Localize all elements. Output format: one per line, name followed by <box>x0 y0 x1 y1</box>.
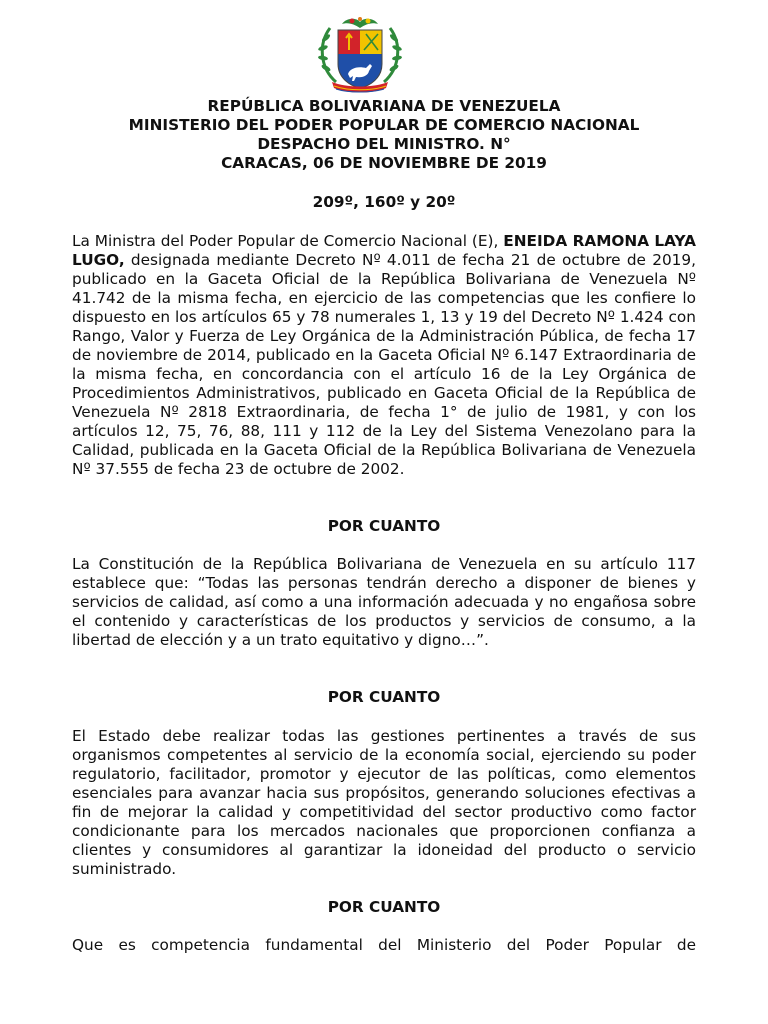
minister-name: ENEIDA RAMONA LAYA LUGO, <box>72 232 696 269</box>
intro-rest: designada mediante Decreto Nº 4.011 de fecha 21 de octubre de 2019, publicado en la Gaceta Oficial de la República Bolivariana de Venezuela Nº 41.742 de la misma fecha, en ejercicio de las competencias que les confiere lo dispuesto en los artículos 65 y 78 numerales 1, 13 y 19 del Decreto Nº 1.424 con Rango, Valor y Fuerza de Ley Orgánica de la Administración Pública, de fecha 17 de noviembre de 2014, publicado en la Gaceta Oficial Nº 6.147 Extraordinaria de la misma fecha, en concordancia con el artículo 16 de la Ley Orgánica de Procedimientos Administrativos, publicado en Gaceta Oficial de la República de Venezuela Nº 2818 Extraordinaria, de fecha 1° de julio de 1981, y con los artículos 12, 75, 76, 88, 111 y 112 de la Ley del Sistema Venezolano para la Calidad, publicada en la Gaceta Oficial de la República Bolivariana de Venezuela Nº 37.555 de fecha 23 de octubre de 2002. <box>72 251 696 478</box>
header-line-office: DESPACHO DEL MINISTRO. N° <box>257 135 511 153</box>
section-heading: POR CUANTO <box>327 688 441 706</box>
section-paragraph: Que es competencia fundamental del Ministerio del Poder Popular de <box>72 936 696 954</box>
intro-lead: La Ministra del Poder Popular de Comercio Nacional (E), <box>72 232 504 250</box>
section-paragraph: La Constitución de la República Bolivariana de Venezuela en su artículo 117 establece que: “Todas las personas tendrán derecho a disponer de bienes y servicios de calidad, así como a una información adecuada y no engañosa sobre el contenido y características de los productos y servicios de consumo, a la libertad de elección y a un trato equitativo y digno…”. <box>72 555 696 649</box>
header-line-republic: REPÚBLICA BOLIVARIANA DE VENEZUELA <box>207 97 561 115</box>
historic-years: 209º, 160º y 20º <box>312 193 456 211</box>
section-paragraph: El Estado debe realizar todas las gestiones pertinentes a través de sus organismos competentes al servicio de la economía social, ejerciendo su poder regulatorio, facilitador, promotor y ejecutor de las políticas, como elementos esenciales para avanzar hacia sus propósitos, generando soluciones efectivas a fin de mejorar la calidad y competitividad del sector productivo como factor condicionante para los mercados nacionales que proporcionen confianza a clientes y consumidores al garantizar la idoneidad del producto o servicio suministrado. <box>72 727 696 878</box>
coat-of-arms-icon <box>312 16 408 96</box>
section-heading: POR CUANTO <box>327 898 441 916</box>
document-header <box>60 97 708 173</box>
section-heading: POR CUANTO <box>327 517 441 535</box>
header-line-ministry: MINISTERIO DEL PODER POPULAR DE COMERCIO NACIONAL <box>128 116 640 134</box>
intro-paragraph <box>72 232 696 479</box>
header-line-place-date: CARACAS, 06 DE NOVIEMBRE DE 2019 <box>221 154 547 172</box>
